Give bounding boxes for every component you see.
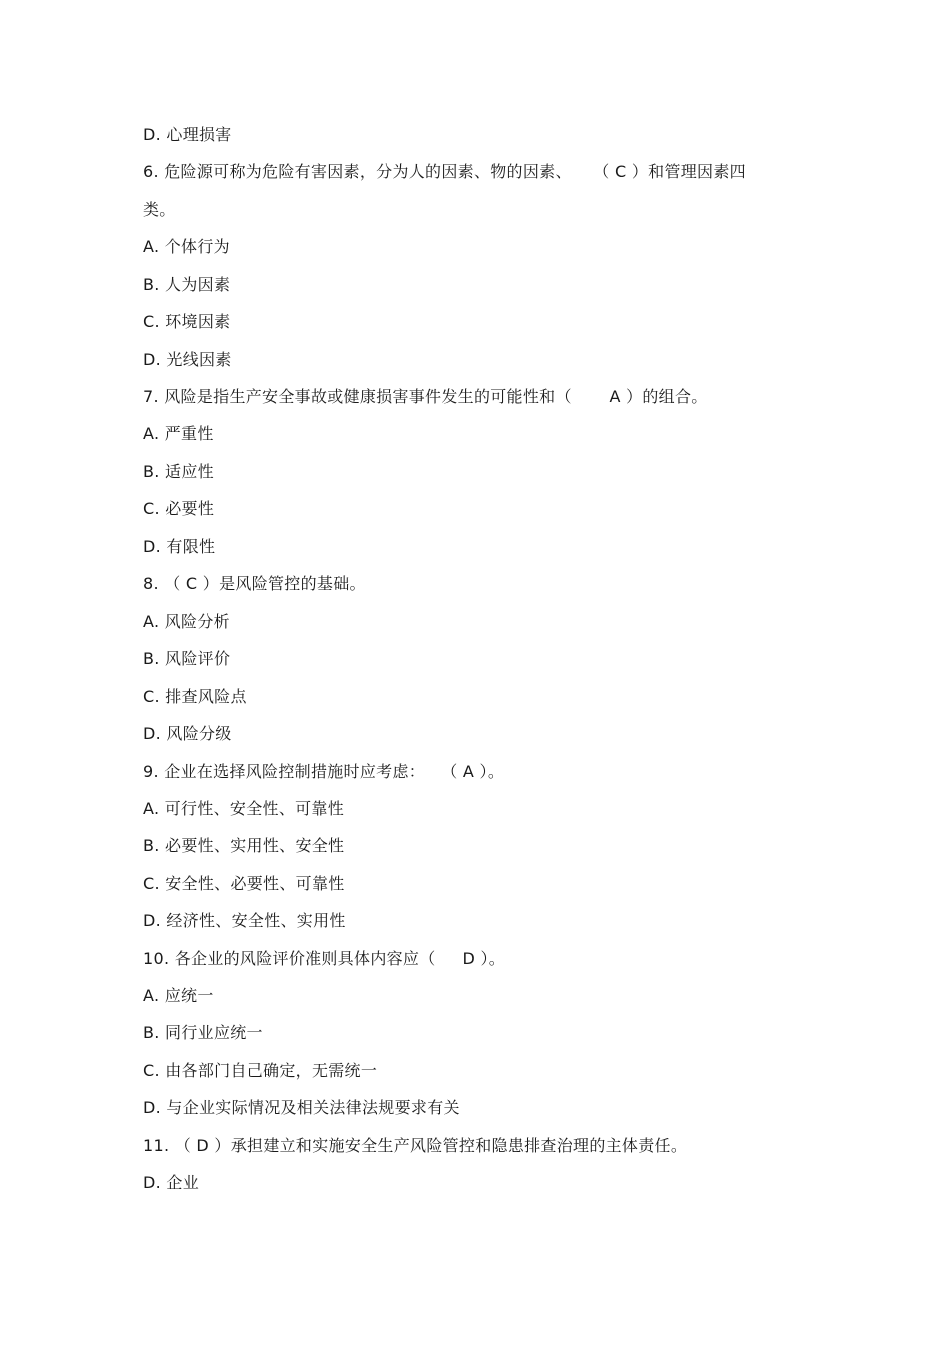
question-7: 7. 风险是指生产安全事故或健康损害事件发生的可能性和（ A ）的组合。 — [143, 387, 708, 406]
option-a-q10: A. 应统一 — [143, 986, 214, 1005]
question-6: 6. 危险源可称为危险有害因素，分为人的因素、物的因素、 （ C ）和管理因素四 — [143, 162, 746, 181]
question-6-continued: 类。 — [143, 200, 176, 219]
question-8: 8. （ C ）是风险管控的基础。 — [143, 574, 366, 593]
option-d-q10: D. 与企业实际情况及相关法律法规要求有关 — [143, 1098, 460, 1117]
option-d-q9: D. 经济性、安全性、实用性 — [143, 911, 346, 930]
question-10: 10. 各企业的风险评价准则具体内容应（ D ）。 — [143, 949, 506, 968]
option-a-q9: A. 可行性、安全性、可靠性 — [143, 799, 345, 818]
option-a-q8: A. 风险分析 — [143, 612, 230, 631]
option-d-q6: D. 光线因素 — [143, 350, 232, 369]
option-c-q8: C. 排查风险点 — [143, 687, 247, 706]
question-11: 11. （ D ）承担建立和实施安全生产风险管控和隐患排查治理的主体责任。 — [143, 1136, 688, 1155]
option-d-q5: D. 心理损害 — [143, 125, 232, 144]
option-b-q6: B. 人为因素 — [143, 275, 231, 294]
option-a-q7: A. 严重性 — [143, 424, 214, 443]
option-b-q8: B. 风险评价 — [143, 649, 231, 668]
option-a-q6: A. 个体行为 — [143, 237, 230, 256]
question-9: 9. 企业在选择风险控制措施时应考虑： （ A ）。 — [143, 762, 505, 781]
option-b-q10: B. 同行业应统一 — [143, 1023, 263, 1042]
option-b-q9: B. 必要性、实用性、安全性 — [143, 836, 345, 855]
option-c-q7: C. 必要性 — [143, 499, 215, 518]
option-d-q11: D. 企业 — [143, 1173, 199, 1192]
option-b-q7: B. 适应性 — [143, 462, 214, 481]
option-c-q6: C. 环境因素 — [143, 312, 231, 331]
option-d-q8: D. 风险分级 — [143, 724, 232, 743]
option-c-q9: C. 安全性、必要性、可靠性 — [143, 874, 345, 893]
option-d-q7: D. 有限性 — [143, 537, 216, 556]
option-c-q10: C. 由各部门自己确定，无需统一 — [143, 1061, 378, 1080]
